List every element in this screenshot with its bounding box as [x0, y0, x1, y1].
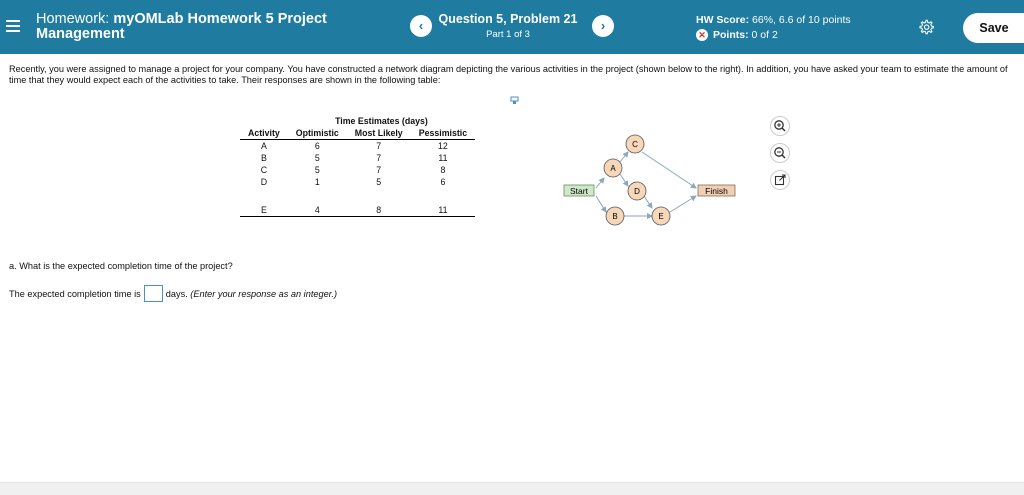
- table-cell: 6: [440, 177, 446, 187]
- zoom-out-icon[interactable]: [770, 143, 790, 163]
- table-cell: D: [260, 177, 268, 187]
- node-b: [606, 207, 624, 225]
- chevron-left-icon: ‹: [418, 18, 424, 33]
- question-part: Part 1 of 3: [486, 29, 530, 40]
- start-label: Start: [570, 186, 588, 196]
- table-cell: B: [260, 153, 267, 163]
- top-bar: [0, 0, 1024, 54]
- table-cell: 7: [376, 153, 382, 163]
- points-label: Points:: [713, 29, 749, 41]
- prev-question-button[interactable]: [410, 15, 432, 37]
- hw-score: [696, 14, 851, 26]
- table-row: [240, 176, 475, 188]
- node-b-label: B: [612, 212, 618, 221]
- table-cell: 7: [376, 141, 382, 151]
- table-cell: 1: [314, 177, 320, 187]
- table-row: [240, 164, 475, 176]
- answer-input[interactable]: [144, 285, 163, 302]
- points-value: 0 of 2: [748, 29, 778, 41]
- table-cell: 7: [376, 165, 382, 175]
- column-header: Activity: [240, 127, 288, 140]
- x-circle-icon: ✕: [696, 29, 708, 41]
- problem-intro: Recently, you were assigned to manage a project for your company. You have constructed a network diagram depicting the various activities in the project (shown below to the right). In addition, you have asked your team to estimate the amount of time that they would expect each of the activities to take. Their responses are shown in the following table:: [9, 64, 1008, 85]
- table-cell: 6: [314, 141, 320, 151]
- column-header: Optimistic: [288, 127, 347, 140]
- hw-score-value: 66%, 6.6 of 10 points: [749, 14, 851, 26]
- node-d-label: D: [634, 187, 640, 196]
- node-e: [652, 207, 670, 225]
- node-a: [604, 159, 622, 177]
- table-cell: 8: [347, 204, 411, 217]
- node-c-label: C: [632, 140, 638, 149]
- answer-hint: (Enter your response as an integer.): [190, 288, 338, 299]
- question-title: Question 5, Problem 21: [438, 12, 578, 26]
- finish-node: [698, 185, 735, 196]
- table-row: [240, 140, 475, 153]
- finish-label: Finish: [705, 186, 728, 196]
- hw-score-label: HW Score:: [696, 14, 750, 26]
- next-question-button[interactable]: [592, 15, 614, 37]
- table-cell: E: [240, 204, 288, 217]
- table-cell: 12: [438, 141, 448, 151]
- menu-icon[interactable]: [6, 20, 20, 32]
- column-header: Pessimistic: [411, 127, 475, 140]
- chevron-right-icon: ›: [600, 18, 606, 33]
- gear-icon[interactable]: [918, 19, 934, 35]
- answer-suffix: days.: [165, 288, 188, 299]
- start-node: [564, 185, 594, 196]
- table-cell: 11: [438, 153, 448, 163]
- table-cell: 4: [288, 204, 347, 217]
- network-diagram: [560, 128, 740, 228]
- answer-prefix: The expected completion time is: [9, 288, 141, 299]
- homework-title: [36, 12, 327, 42]
- time-estimates-table: [240, 115, 475, 217]
- answer-line: [9, 285, 337, 302]
- table-cell: 5: [314, 153, 320, 163]
- popout-icon[interactable]: [770, 170, 790, 190]
- table-cell: 11: [411, 204, 475, 217]
- homework-name-line2: Management: [36, 26, 125, 42]
- table-cell: C: [260, 165, 268, 175]
- homework-name-line1: myOMLab Homework 5 Project: [113, 11, 327, 27]
- copy-data-icon[interactable]: [510, 96, 520, 105]
- table-cell: 5: [314, 165, 320, 175]
- node-d: [628, 182, 646, 200]
- save-button[interactable]: Save: [963, 13, 1024, 43]
- table-cell: 5: [376, 177, 382, 187]
- table-row: [240, 152, 475, 164]
- table-row: [240, 204, 475, 217]
- column-header: Most Likely: [347, 127, 411, 140]
- node-a-label: A: [610, 164, 616, 173]
- zoom-in-icon[interactable]: [770, 116, 790, 136]
- table-cell: 8: [440, 165, 446, 175]
- bottom-bar: [0, 482, 1024, 495]
- group-header: Time Estimates (days): [335, 116, 428, 126]
- table-cell: A: [260, 141, 267, 151]
- points: [696, 29, 778, 41]
- node-c: [626, 135, 644, 153]
- homework-prefix: Homework:: [36, 11, 114, 27]
- node-e-label: E: [658, 212, 664, 221]
- question-a: a. What is the expected completion time of the project?: [9, 261, 233, 271]
